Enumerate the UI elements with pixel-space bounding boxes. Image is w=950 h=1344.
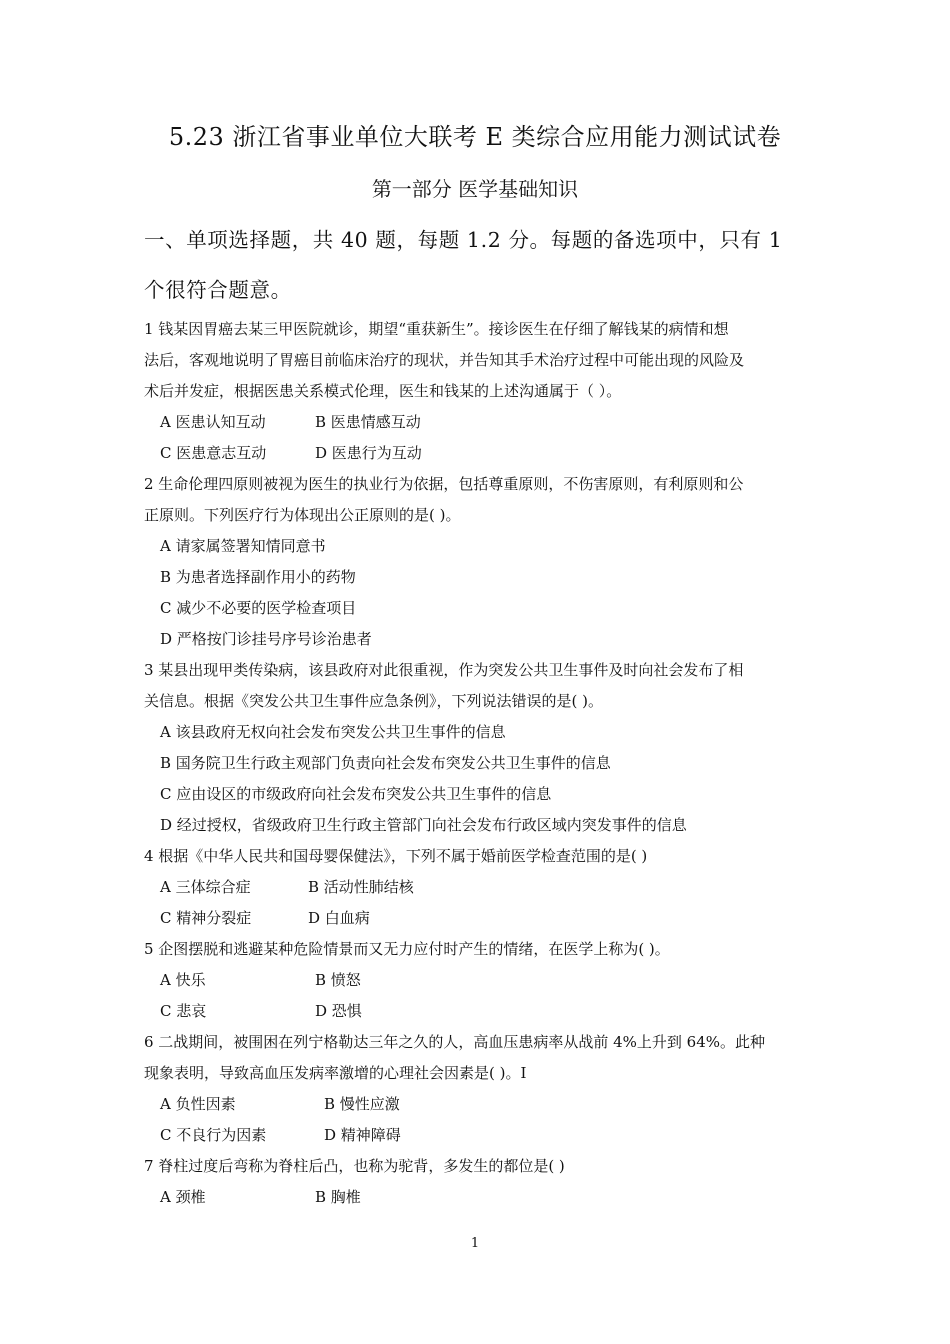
question-text: 4 根据《中华人民共和国母婴保健法》，下列不属于婚前医学检查范围的是( ) (144, 847, 648, 865)
question-text: 正原则。下列医疗行为体现出公正原则的是( )。 (144, 506, 461, 524)
option-row (144, 996, 816, 1027)
question-6 (144, 1027, 816, 1151)
option-a: A 负性因素 (160, 1095, 236, 1113)
section-heading-line-2: 个很符合题意。 (144, 278, 292, 302)
option-a: A 颈椎 (160, 1188, 206, 1206)
question-text: 5 企图摆脱和逃避某种危险情景而又无力应付时产生的情绪，在医学上称为( )。 (144, 940, 670, 958)
option-d: D 严格按门诊挂号序号诊治患者 (160, 630, 372, 648)
question-5 (144, 934, 816, 1027)
option-b: B 为患者选择副作用小的药物 (160, 568, 356, 586)
question-text: 关信息。根据《突发公共卫生事件应急条例》，下列说法错误的是( )。 (144, 692, 603, 710)
question-text: 1 钱某因胃癌去某三甲医院就诊，期望“重获新生”。接诊医生在仔细了解钱某的病情和想 (144, 320, 729, 338)
option-row (144, 903, 816, 934)
question-text: 术后并发症，根据医患关系模式伦理，医生和钱某的上述沟通属于（ ）。 (144, 382, 622, 400)
question-text: 3 某县出现甲类传染病，该县政府对此很重视，作为突发公共卫生事件及时向社会发布了相 (144, 661, 744, 679)
option-d: D 精神障碍 (324, 1126, 401, 1144)
question-text: 7 脊柱过度后弯称为脊柱后凸，也称为驼背，多发生的都位是( ) (144, 1157, 565, 1175)
option-b: B 活动性肺结核 (308, 878, 414, 896)
question-3 (144, 655, 816, 841)
question-2 (144, 469, 816, 655)
option-c: C 精神分裂症 (160, 909, 252, 927)
question-1 (144, 314, 816, 469)
option-c: C 不良行为因素 (160, 1126, 267, 1144)
option-c: C 应由设区的市级政府向社会发布突发公共卫生事件的信息 (160, 785, 552, 803)
option-row (144, 407, 816, 438)
option-row (144, 1089, 816, 1120)
option-d: D 医患行为互动 (315, 444, 422, 462)
option-a: A 三体综合症 (160, 878, 251, 896)
option-row (144, 1182, 816, 1213)
option-a: A 请家属签署知情同意书 (160, 537, 326, 555)
question-text: 2 生命伦理四原则被视为医生的执业行为依据，包括尊重原则，不伤害原则，有利原则和公 (144, 475, 744, 493)
option-d: D 经过授权，省级政府卫生行政主管部门向社会发布行政区域内突发事件的信息 (160, 816, 687, 834)
option-c: C 悲哀 (160, 1002, 207, 1020)
option-d: D 恐惧 (315, 1002, 362, 1020)
option-b: B 胸椎 (315, 1188, 361, 1206)
option-c: C 医患意志互动 (160, 444, 267, 462)
option-row (144, 1120, 816, 1151)
option-d: D 白血病 (308, 909, 370, 927)
page-number: 1 (470, 1236, 480, 1251)
option-row (144, 872, 816, 903)
option-b: B 慢性应激 (324, 1095, 400, 1113)
question-4 (144, 841, 816, 934)
option-c: C 减少不必要的医学检查项目 (160, 599, 357, 617)
option-a: A 医患认知互动 (160, 413, 266, 431)
option-b: B 医患情感互动 (315, 413, 421, 431)
page-title: 5.23 浙江省事业单位大联考 E 类综合应用能力测试试卷 (168, 123, 782, 151)
section-heading-line-1: 一、单项选择题，共 40 题，每题 1.2 分。每题的备选项中，只有 1 (144, 228, 783, 252)
question-list (144, 314, 816, 1213)
option-a: A 该县政府无权向社会发布突发公共卫生事件的信息 (160, 723, 506, 741)
question-text: 6 二战期间，被围困在列宁格勒达三年之久的人，高血压患病率从战前 4%上升到 64%。此种 (144, 1033, 765, 1051)
option-a: A 快乐 (160, 971, 206, 989)
option-b: B 国务院卫生行政主观部门负责向社会发布突发公共卫生事件的信息 (160, 754, 611, 772)
question-text: 法后，客观地说明了胃癌目前临床治疗的现状，并告知其手术治疗过程中可能出现的风险及 (144, 351, 745, 369)
option-row (144, 438, 816, 469)
option-b: B 愤怒 (315, 971, 361, 989)
question-7 (144, 1151, 816, 1213)
part-heading: 第一部分 医学基础知识 (371, 177, 579, 201)
question-text: 现象表明，导致高血压发病率激增的心理社会因素是( )。I (144, 1064, 527, 1082)
option-row (144, 965, 816, 996)
